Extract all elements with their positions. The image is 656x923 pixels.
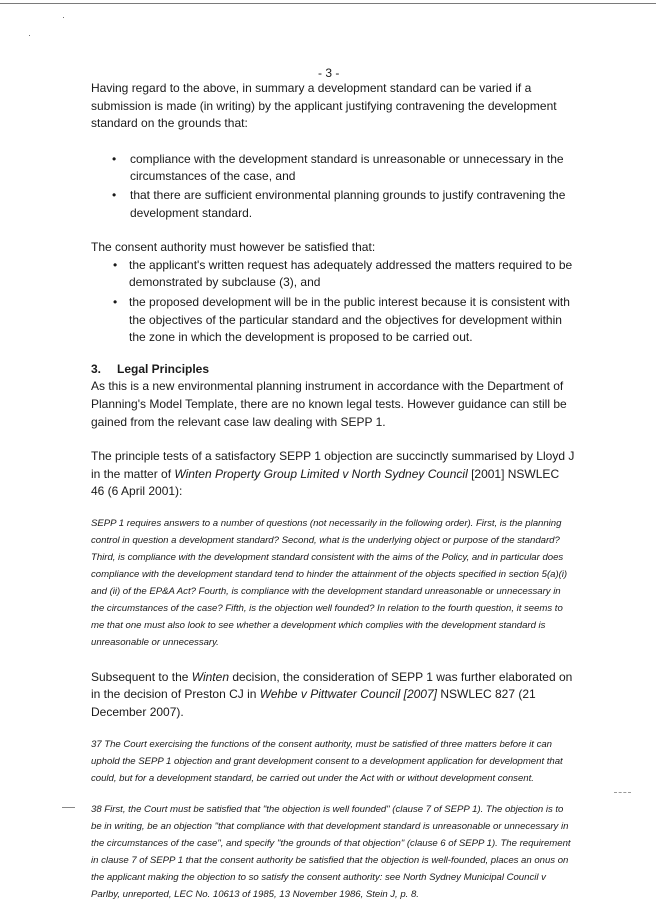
case-short-name: Winten	[191, 669, 229, 684]
scan-margin-mark	[614, 792, 631, 794]
winten-quote: SEPP 1 requires answers to a number of questions (not necessarily in the following order). First, is the planning control in question a development standard? Second, what is the underlying object or purpose of the standard? Third, is compliance with the development standard consistent with the aims of the Policy, and in particular does compliance with the development standard tend to hinder the attainment of the objects specified in section 5(a)(i) and (ii) of the EP&A Act? Fourth, is compliance with the development standard unreasonable or unnecessary in the circumstances of the case? Fifth, is the objection well founded? In relation to the fourth question, it seems to me that one must also look to see whether a development which complies with the development standard is unreasonable or unnecessary.	[91, 517, 568, 648]
subsequent-citation: NSWLEC 827 (21 December 2007).	[91, 687, 536, 720]
page-number: - 3 -	[318, 66, 340, 80]
legal-paragraph: As this is a new environmental planning instrument in accordance with the Department of Planning's Model Template, there are no known legal tests. However guidance can still be gained from the relevant case law dealing with SEPP 1.	[91, 379, 567, 429]
scan-top-edge	[0, 3, 656, 4]
section-number: 3.	[91, 361, 102, 376]
page-body	[91, 80, 575, 903]
scan-margin-mark	[62, 807, 75, 808]
subsequent-text-2: decision, the consideration of SEPP 1 was further elaborated on in the decision of Preston CJ in	[91, 669, 573, 702]
case-name: Winten Property Group Limited v North Sydney Council	[174, 466, 468, 481]
list-item: • that there are sufficient environmental planning grounds to justify contravening the development standard.	[91, 187, 575, 222]
list-item: • the applicant's written request has adequately addressed the matters required to be demonstrated by subclause (3), and	[91, 257, 575, 292]
subsequent-paragraph	[91, 669, 575, 722]
consent-list	[91, 257, 575, 347]
scan-speck: ·	[28, 30, 31, 40]
list-item: • compliance with the development standard is unreasonable or unnecessary in the circumstances of the case, and	[91, 151, 575, 186]
list-item: • the proposed development will be in the public interest because it is consistent with the objectives of the particular standard and the objectives for development within the zone in which the development is proposed to be carried out.	[91, 294, 575, 347]
case-name: Wehbe v Pittwater Council [2007]	[259, 687, 437, 702]
paragraph-37-quote: 37 The Court exercising the functions of the consent authority, must be satisfied of three matters before it can uphold the SEPP 1 objection and grant development consent to a development application for development that could, but for a development standard, be carried out under the Act with or without development consent.	[91, 738, 563, 784]
consent-intro: The consent authority must however be satisfied that:	[91, 240, 376, 255]
principle-paragraph	[91, 448, 575, 501]
section-title: Legal Principles	[117, 361, 210, 376]
subsequent-text: Subsequent to the	[91, 669, 192, 684]
principle-citation: [2001] NSWLEC 46 (6 April 2001):	[91, 466, 560, 499]
principle-text: The principle tests of a satisfactory SEPP 1 objection are succinctly summarised by Lloyd J in the matter of	[91, 449, 575, 481]
grounds-list	[91, 151, 575, 222]
intro-paragraph: Having regard to the above, in summary a development standard can be varied if a submission is made (in writing) by the applicant justifying contravening the development standard on the grounds that:	[91, 81, 557, 131]
paragraph-38-quote: 38 First, the Court must be satisfied that "the objection is well founded" (clause 7 of SEPP 1). The objection is to be in writing, be an objection "that compliance with that development standard is unreasonable or unnecessary in the circumstances of the case", and specify "the grounds of that objection" (clause 6 of SEPP 1). The requirement in clause 7 of SEPP 1 that the consent authority be satisfied that the objection is well-founded, places an onus on the applicant making the objection to so satisfy the consent authority: see North Sydney Municipal Council v Parlby, unreported, LEC No. 10613 of 1985, 13 November 1986, Stein J, p. 8.	[91, 803, 571, 900]
section-heading	[91, 361, 575, 379]
scan-speck: ·	[62, 12, 65, 22]
